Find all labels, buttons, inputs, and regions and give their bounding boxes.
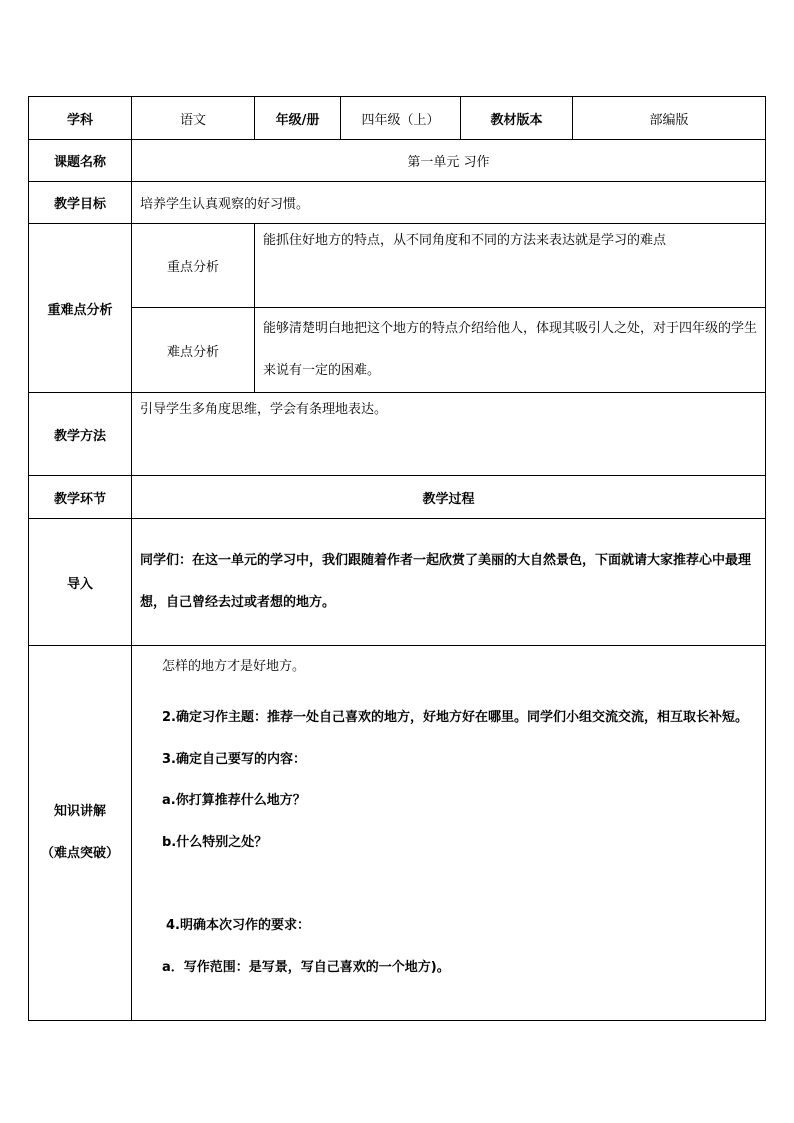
knowledge-line: a．写作范围：是写景，写自己喜欢的一个地方)。	[162, 959, 450, 975]
knowledge-line: a.你打算推荐什么地方？	[162, 793, 306, 808]
topic-value: 第一单元 习作	[132, 140, 766, 182]
knowledge-line: b.什么特别之处？	[162, 834, 268, 850]
goal-label: 教学目标	[29, 182, 132, 224]
topic-label: 课题名称	[29, 140, 132, 182]
row-difficult-analysis	[29, 308, 766, 393]
knowledge-line: 怎样的地方才是好地方。	[162, 659, 306, 674]
method-label: 教学方法	[29, 393, 132, 476]
knowledge-line: 2.确定习作主题：推荐一处自己喜欢的地方，好地方好在哪里。同学们小组交流交流，相互取长补短。	[162, 710, 748, 725]
process-header: 教学过程	[132, 476, 766, 519]
difficult-analysis-value: 能够清楚明白地把这个地方的特点介绍给他人，体现其吸引人之处，对于四年级的学生来说有一定的困难。	[255, 308, 766, 393]
edition-value: 部编版	[573, 97, 766, 140]
knowledge-label-line1: 知识讲解	[53, 804, 106, 819]
key-analysis-value: 能抓住好地方的特点，从不同角度和不同的方法来表达就是学习的难点	[255, 224, 766, 308]
intro-value: 同学们：在这一单元的学习中，我们跟随着作者一起欣赏了美丽的大自然景色，下面就请大家推荐心中最理想，自己曾经去过或者想的地方。	[132, 519, 766, 646]
grade-label: 年级/册	[255, 97, 341, 140]
row-key-analysis	[29, 224, 766, 308]
grade-value: 四年级（上）	[341, 97, 461, 140]
knowledge-content	[132, 646, 766, 1021]
knowledge-label-line2: （难点突破）	[40, 846, 119, 861]
row-process-header	[29, 476, 766, 519]
subject-value: 语文	[132, 97, 255, 140]
row-knowledge	[29, 646, 766, 1021]
process-section-label: 教学环节	[29, 476, 132, 519]
key-analysis-label: 重点分析	[132, 224, 255, 308]
goal-value: 培养学生认真观察的好习惯。	[132, 182, 766, 224]
lesson-plan-table	[28, 96, 766, 1021]
analysis-label: 重难点分析	[29, 224, 132, 393]
subject-label: 学科	[29, 97, 132, 140]
row-goal	[29, 182, 766, 224]
row-intro	[29, 519, 766, 646]
row-method	[29, 393, 766, 476]
method-value: 引导学生多角度思维，学会有条理地表达。	[132, 393, 766, 476]
knowledge-line: 4.明确本次习作的要求：	[166, 918, 310, 933]
difficult-analysis-label: 难点分析	[132, 308, 255, 393]
intro-label: 导入	[29, 519, 132, 646]
edition-label: 教材版本	[461, 97, 573, 140]
knowledge-line: 3.确定自己要写的内容：	[162, 751, 306, 767]
row-subject	[29, 97, 766, 140]
row-topic	[29, 140, 766, 182]
knowledge-label	[29, 646, 132, 1021]
